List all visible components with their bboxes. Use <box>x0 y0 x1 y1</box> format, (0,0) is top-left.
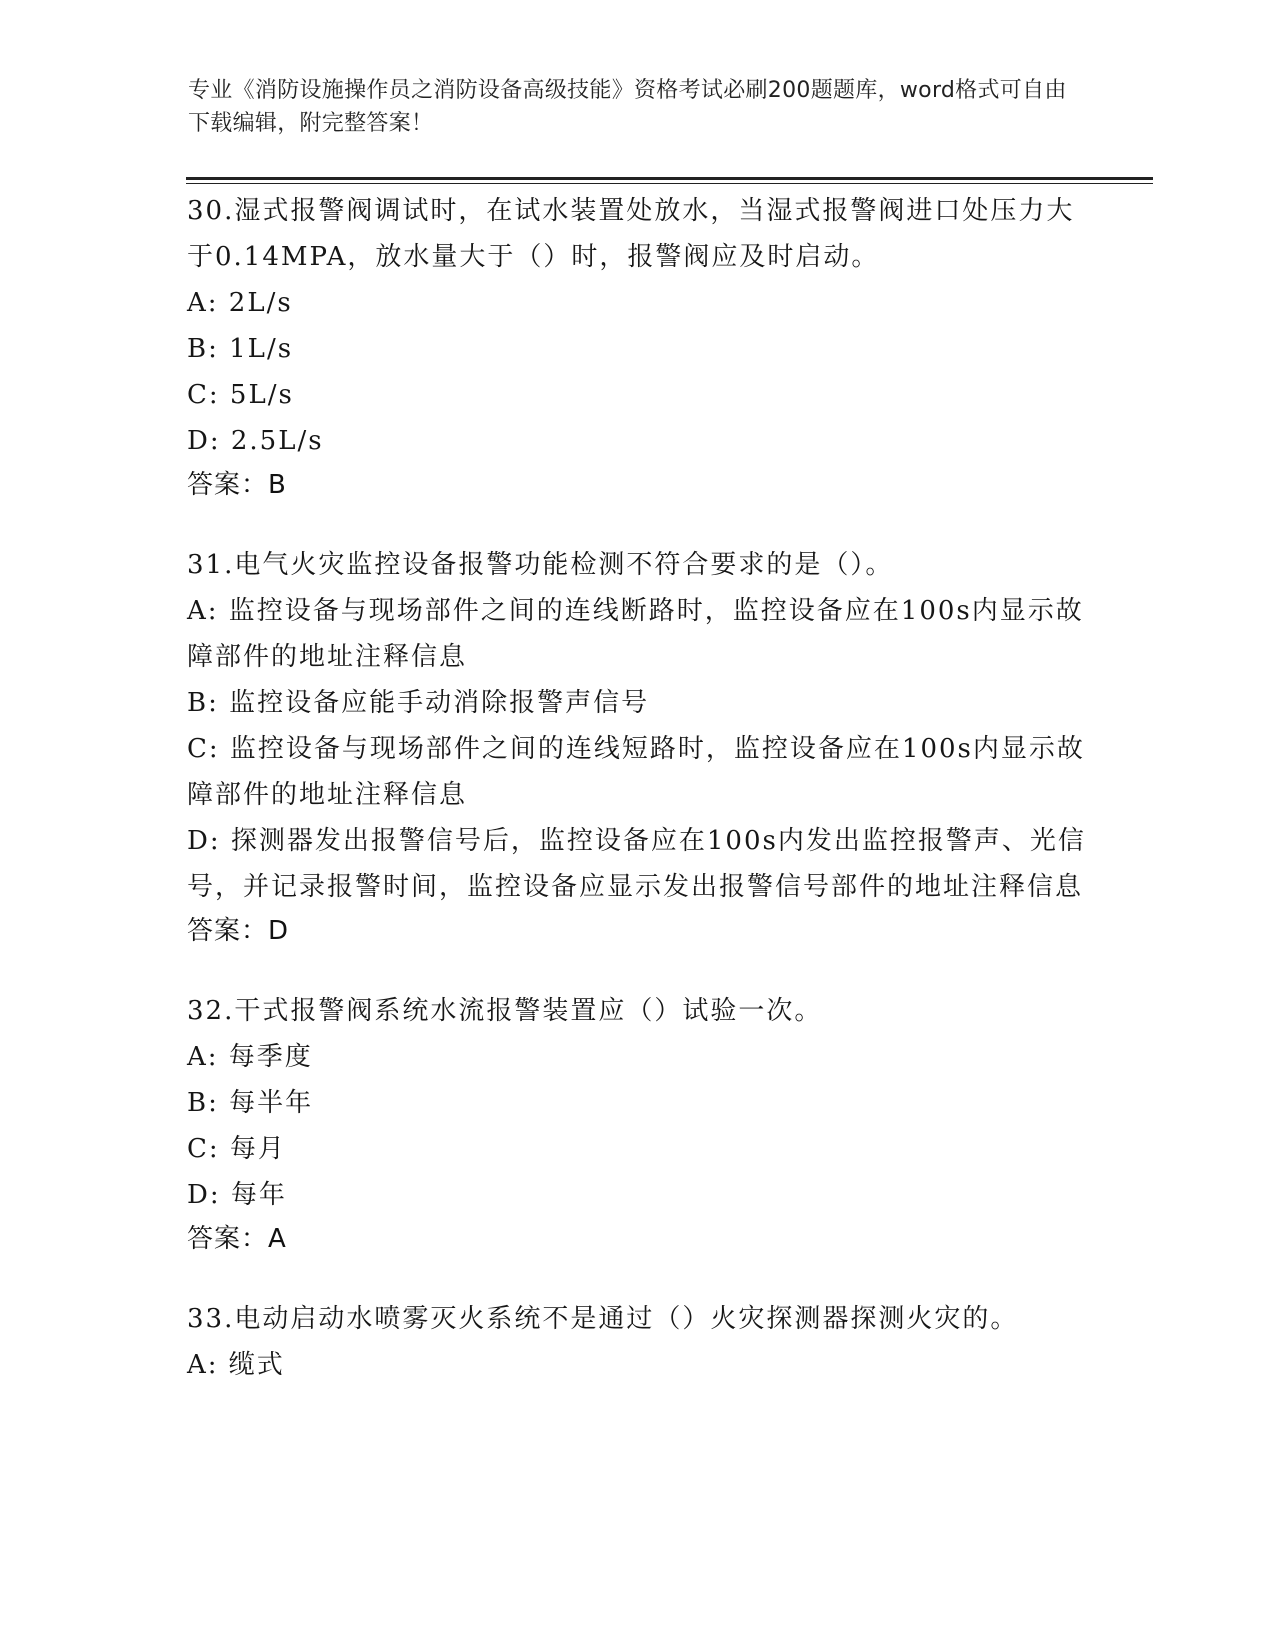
option-a: A: 缆式 <box>187 1350 285 1380</box>
option-a: A: 监控设备与现场部件之间的连线断路时，监控设备应在100s内显示故障部件的地址注释信息 <box>187 596 1084 672</box>
header-divider-thick <box>186 177 1153 180</box>
question-32 <box>187 988 1087 1260</box>
question-stem: 33.电动启动水喷雾灭火系统不是通过（）火灾探测器探测火灾的。 <box>187 1304 1019 1334</box>
answer-line: 答案：D <box>187 916 290 946</box>
option-a: A: 每季度 <box>187 1042 313 1072</box>
question-33 <box>187 1296 1087 1388</box>
option-d: D: 每年 <box>187 1180 287 1210</box>
question-stem: 32.干式报警阀系统水流报警装置应（）试验一次。 <box>187 996 823 1026</box>
answer-line: 答案：A <box>187 1224 287 1254</box>
option-d: D: 探测器发出报警信号后，监控设备应在100s内发出监控报警声、光信号，并记录报警时间，监控设备应显示发出报警信号部件的地址注释信息 <box>187 826 1086 902</box>
option-c: C: 5L/s <box>187 380 294 410</box>
option-c: C: 监控设备与现场部件之间的连线短路时，监控设备应在100s内显示故障部件的地址注释信息 <box>187 734 1085 810</box>
question-31 <box>187 542 1087 952</box>
option-d: D: 2.5L/s <box>187 426 324 456</box>
option-a: A: 2L/s <box>187 288 293 318</box>
question-list <box>187 188 1087 1424</box>
question-30 <box>187 188 1087 506</box>
option-b: B: 1L/s <box>187 334 294 364</box>
question-stem: 31.电气火灾监控设备报警功能检测不符合要求的是（）。 <box>187 550 894 580</box>
option-b: B: 监控设备应能手动消除报警声信号 <box>187 688 650 718</box>
option-b: B: 每半年 <box>187 1088 314 1118</box>
document-intro: 专业《消防设施操作员之消防设备高级技能》资格考试必刷200题题库，word格式可自由下载编辑，附完整答案！ <box>188 78 1067 136</box>
header-divider-thin <box>186 183 1153 184</box>
question-stem: 30.湿式报警阀调试时，在试水装置处放水，当湿式报警阀进口处压力大于0.14MPA，放水量大于（）时，报警阀应及时启动。 <box>187 196 1075 272</box>
answer-line: 答案：B <box>187 470 287 500</box>
option-c: C: 每月 <box>187 1134 286 1164</box>
